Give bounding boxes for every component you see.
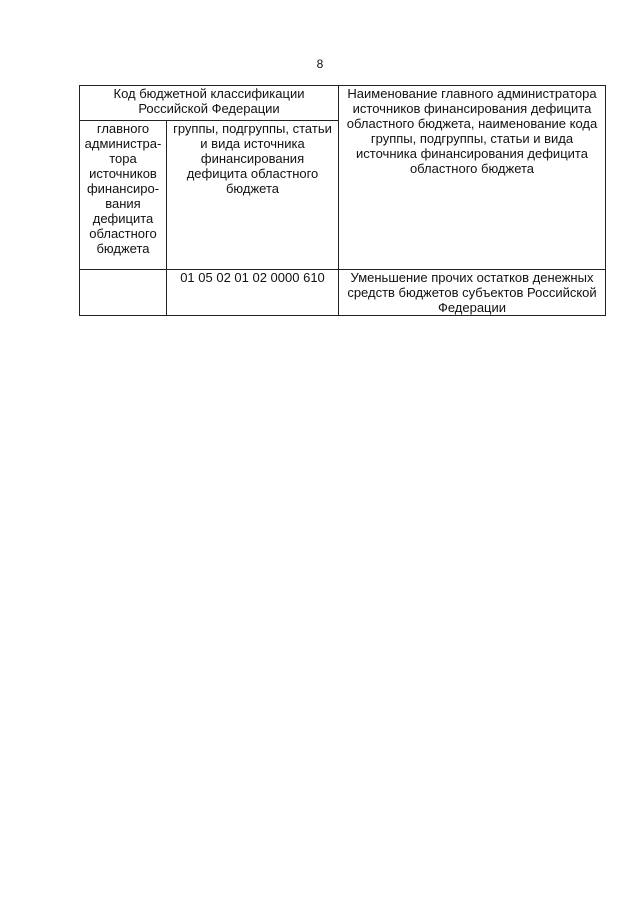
header-chief-administrator: главного администра-тора источников финансиро-вания дефицита областного бюджета (80, 121, 167, 270)
cell-admin-code (80, 270, 167, 316)
header-budget-classification-code: Код бюджетной классификации Российской Федерации (80, 86, 339, 121)
header-group-subgroup-article: группы, подгруппы, статьи и вида источника финансирования дефицита областного бюджета (167, 121, 339, 270)
cell-source-name: Уменьшение прочих остатков денежных средств бюджетов субъектов Российской Федерации (339, 270, 606, 316)
table-header-row-top (80, 86, 606, 121)
page-number: 8 (316, 57, 324, 71)
table-row (80, 270, 606, 316)
header-administrator-name: Наименование главного администратора источников финансирования дефицита областного бюджета, наименование кода группы, подгруппы, статьи и вида источника финансирования дефицита областного бюджета (339, 86, 606, 270)
cell-source-code: 01 05 02 01 02 0000 610 (167, 270, 339, 316)
budget-classification-table (79, 85, 606, 316)
